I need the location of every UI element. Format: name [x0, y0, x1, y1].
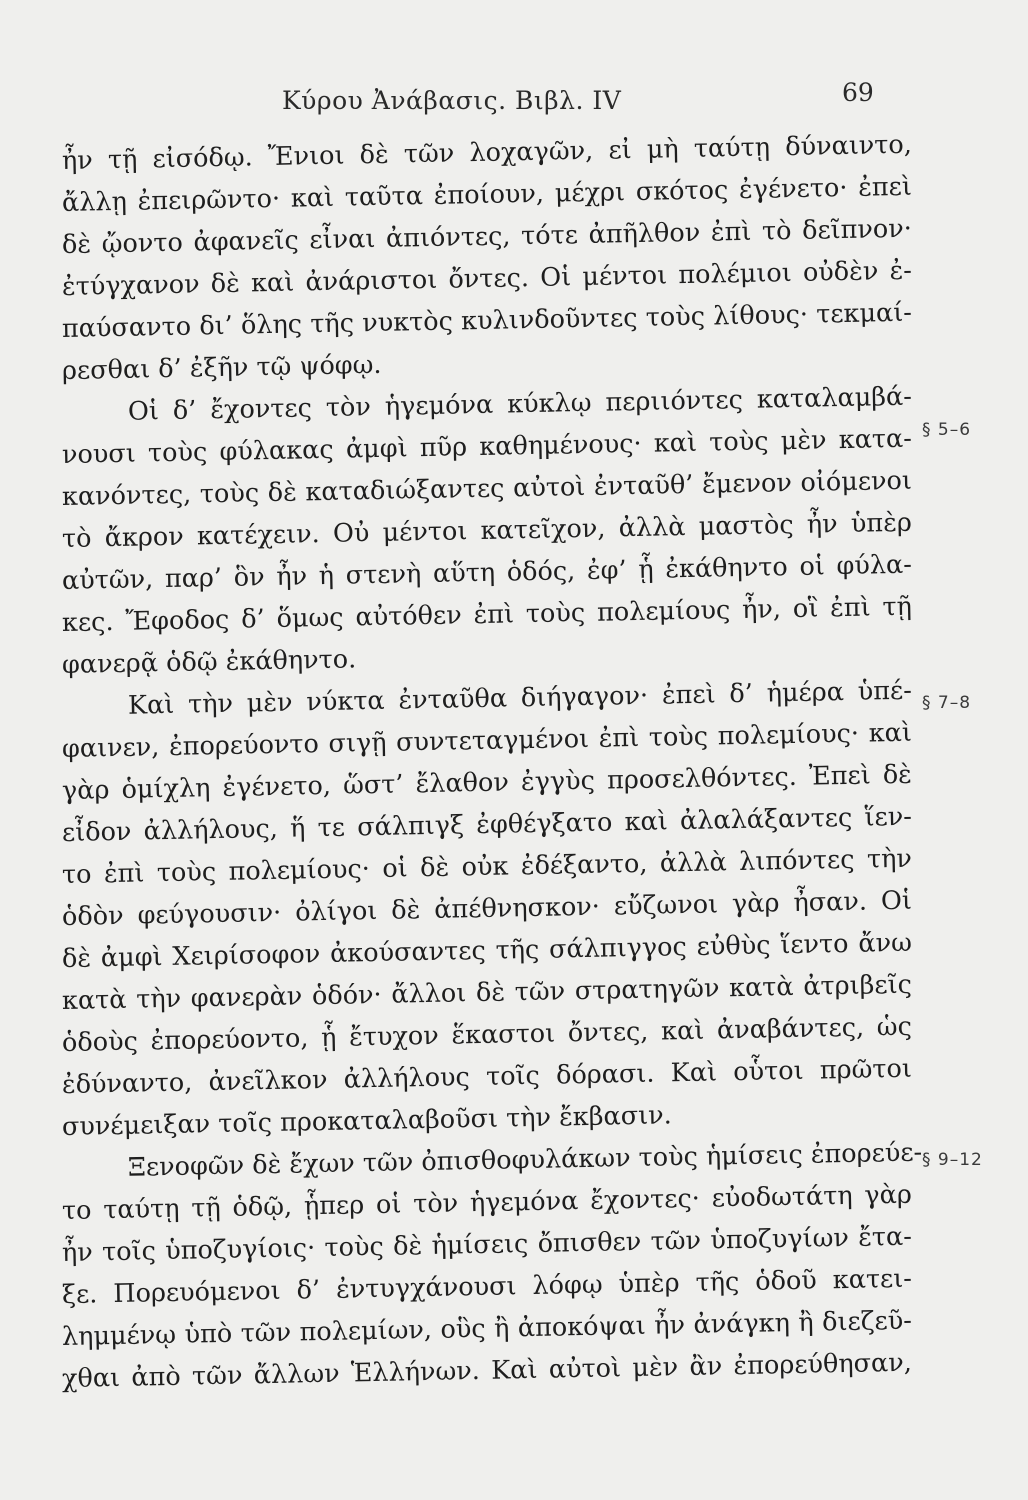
text-line: χθαι ἀπὸ τῶν ἄλλων Ἑλλήνων. Καὶ αὐτοὶ μὲν ἂν ἐπορεύθησαν,: [61, 1347, 913, 1394]
text-line: ρεσθαι δ’ ἐξῆν τῷ ψόφῳ.: [61, 349, 382, 386]
page-header: [0, 78, 1028, 118]
text-line: φανερᾷ ὁδῷ ἐκάθηντο.: [61, 644, 357, 680]
section-marker: § 9–12: [922, 1150, 983, 1170]
text-line: ἐτύγχανον δὲ καὶ ἀνάριστοι ὄντες. Οἱ μέντοι πολέμιοι οὐδὲν ἐ-: [61, 255, 913, 302]
text-line: Καὶ τὴν μὲν νύκτα ἐνταῦθα διήγαγον· ἐπεὶ δ’ ἡμέρα ὑπέ-: [127, 675, 913, 721]
text-line: δὲ ᾤοντο ἀφανεῖς εἶναι ἀπιόντες, τότε ἀπῆλθον ἐπὶ τὸ δεῖπνον·: [61, 213, 913, 260]
section-marker: § 5–6: [922, 420, 972, 440]
text-line: ἐδύναντο, ἀνεῖλκον ἀλλήλους τοῖς δόρασι. Καὶ οὗτοι πρῶτοι: [61, 1053, 913, 1100]
text-line: το ἐπὶ τοὺς πολεμίους· οἱ δὲ οὐκ ἐδέξαντο, ἀλλὰ λιπόντες τὴν: [61, 843, 913, 890]
text-line: λημμένῳ ὑπὸ τῶν πολεμίων, οὓς ἢ ἀποκόψαι ἦν ἀνάγκη ἢ διεζεῦ-: [61, 1305, 913, 1352]
text-line: Ξενοφῶν δὲ ἔχων τῶν ὀπισθοφυλάκων τοὺς ἡμίσεις ἐπορεύε-: [127, 1137, 923, 1183]
text-line: ὁδοὺς ἐπορεύοντο, ᾗ ἔτυχον ἕκαστοι ὄντες, καὶ ἀναβάντες, ὡς: [61, 1011, 913, 1058]
page-number: 69: [842, 78, 874, 107]
text-line: κατὰ τὴν φανερὰν ὁδόν· ἄλλοι δὲ τῶν στρατηγῶν κατὰ ἀτριβεῖς: [61, 969, 913, 1016]
text-line: τὸ ἄκρον κατέχειν. Οὐ μέντοι κατεῖχον, ἀλλὰ μαστὸς ἦν ὑπὲρ: [61, 507, 913, 554]
text-line: γὰρ ὁμίχλη ἐγένετο, ὥστ’ ἔλαθον ἐγγὺς προσελθόντες. Ἐπεὶ δὲ: [61, 759, 913, 806]
text-line: δὲ ἀμφὶ Χειρίσοφον ἀκούσαντες τῆς σάλπιγγος εὐθὺς ἵεντο ἄνω: [61, 927, 913, 974]
text-line: αὐτῶν, παρ’ ὃν ἦν ἡ στενὴ αὕτη ὁδός, ἐφ’ ᾗ ἐκάθηντο οἱ φύλα-: [61, 549, 913, 596]
paragraph: [61, 1137, 923, 1400]
text-line: ἦν τῇ εἰσόδῳ. Ἔνιοι δὲ τῶν λοχαγῶν, εἰ μὴ ταύτῃ δύναιντο,: [61, 129, 913, 176]
text-line: ὁδὸν φεύγουσιν· ὀλίγοι δὲ ἀπέθνησκον· εὔζωνοι γὰρ ἦσαν. Οἱ: [61, 885, 913, 932]
text-line: ἄλλῃ ἐπειρῶντο· καὶ ταῦτα ἐποίουν, μέχρι σκότος ἐγένετο· ἐπεὶ: [61, 171, 913, 218]
text-line: ἦν τοῖς ὑποζυγίοις· τοὺς δὲ ἡμίσεις ὄπισθεν τῶν ὑποζυγίων ἔτα-: [61, 1221, 913, 1268]
text-line: κανόντες, τοὺς δὲ καταδιώξαντες αὐτοὶ ἐνταῦθ’ ἔμενον οἰόμενοι: [61, 465, 913, 512]
text-line: νουσι τοὺς φύλακας ἀμφὶ πῦρ καθημένους· καὶ τοὺς μὲν κατα-: [61, 423, 913, 470]
text-line: παύσαντο δι’ ὅλης τῆς νυκτὸς κυλινδοῦντες τοὺς λίθους· τεκμαί-: [61, 297, 913, 344]
paragraph: [61, 129, 913, 392]
text-line: συνέμειξαν τοῖς προκαταλαβοῦσι τὴν ἔκβασιν.: [61, 1100, 672, 1142]
text-line: Οἱ δ’ ἔχοντες τὸν ἡγεμόνα κύκλῳ περιιόντες καταλαμβά-: [127, 381, 913, 427]
text-line: κες. Ἔφοδος δ’ ὅμως αὐτόθεν ἐπὶ τοὺς πολεμίους ἦν, οἳ ἐπὶ τῇ: [61, 591, 913, 638]
paragraph: [61, 675, 913, 1148]
running-title: Κύρου Ἀνάβασις. Βιβλ. IV: [282, 86, 622, 115]
text-body: [61, 129, 923, 1400]
paragraph: [61, 381, 913, 686]
text-line: ξε. Πορευόμενοι δ’ ἐντυγχάνουσι λόφῳ ὑπὲρ τῆς ὁδοῦ κατει-: [61, 1263, 913, 1310]
section-marker: § 7–8: [922, 693, 972, 713]
text-line: εἶδον ἀλλήλους, ἥ τε σάλπιγξ ἐφθέγξατο καὶ ἀλαλάξαντες ἵεν-: [61, 801, 913, 848]
text-line: φαινεν, ἐπορεύοντο σιγῇ συντεταγμένοι ἐπὶ τοὺς πολεμίους· καὶ: [61, 717, 913, 764]
text-line: το ταύτῃ τῇ ὁδῷ, ᾗπερ οἱ τὸν ἡγεμόνα ἔχοντες· εὐοδωτάτη γὰρ: [61, 1179, 913, 1226]
